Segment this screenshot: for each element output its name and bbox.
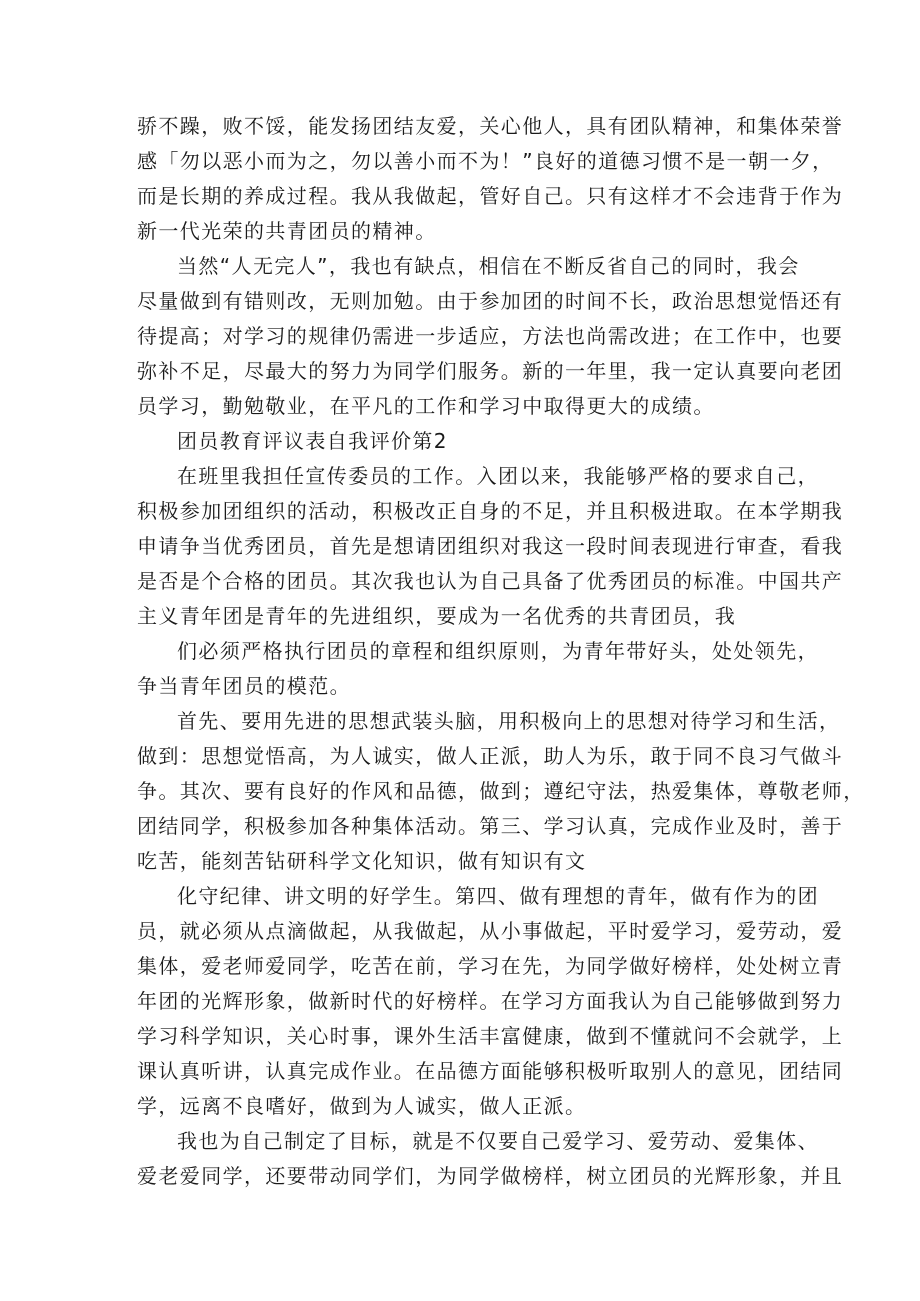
paragraph-first-line: 们必须严格执行团员的章程和组织原则，为青年带好头，处处领先， [177,639,819,663]
text-line: 团结同学，积极参加各种集体活动。第三、学习认真，完成作业及时，善于 [137,814,844,838]
text-line: 尽量做到有错则改，无则加勉。由于参加团的时间不长，政治思想觉悟还有 [137,289,844,313]
text-line: 申请争当优秀团员，首先是想请团组织对我这一段时间表现进行审查，看我 [137,534,844,558]
text-line: 学，远离不良嗜好，做到为人诚实，做人正派。 [137,1094,587,1118]
text-line: 课认真听讲，认真完成作业。在品德方面能够积极听取别人的意见，团结同 [137,1059,844,1083]
text-line: 年团的光辉形象，做新时代的好榜样。在学习方面我认为自己能够做到努力 [137,989,844,1013]
paragraph-first-line: 我也为自己制定了目标，就是不仅要自己爱学习、爱劳动、爱集体、 [177,1129,819,1153]
text-line: 争。其次、要有良好的作风和品德，做到；遵纪守法，热爱集体，尊敬老师， [137,779,865,803]
text-line: 弥补不足，尽最大的努力为同学们服务。新的一年里，我一定认真要向老团 [137,359,844,383]
text-line: 主义青年团是青年的先进组织，要成为一名优秀的共青团员，我 [137,604,737,628]
text-line: 感「勿以恶小而为之，勿以善小而不为！”良好的道德习惯不是一朝一夕， [137,149,834,173]
text-line: 做到：思想觉悟高，为人诚实，做人正派，助人为乐，敢于同不良习气做斗 [137,744,844,768]
text-line: 吃苦，能刻苦钻研科学文化知识，做有知识有文 [137,849,587,873]
text-line: 待提高；对学习的规律仍需进一步适应，方法也尚需改进；在工作中，也要 [137,324,844,348]
text-line: 新一代光荣的共青团员的精神。 [137,219,437,243]
section-heading: 团员教育评议表自我评价第2 [177,429,448,453]
text-line: 争当青年团员的模范。 [137,674,351,698]
paragraph-first-line: 化守纪律、讲文明的好学生。第四、做有理想的青年，做有作为的团 [177,884,819,908]
text-line: 是否是个合格的团员。其次我也认为自己具备了优秀团员的标准。中国共产 [137,569,844,593]
paragraph-first-line: 在班里我担任宣传委员的工作。入团以来，我能够严格的要求自己， [177,464,819,488]
text-line: 而是长期的养成过程。我从我做起，管好自己。只有这样才不会违背于作为 [137,184,844,208]
text-line: 集体，爱老师爱同学，吃苦在前，学习在先，为同学做好榜样，处处树立青 [137,954,844,978]
text-line: 员学习，勤勉敬业，在平凡的工作和学习中取得更大的成绩。 [137,394,715,418]
paragraph-first-line: 当然“人无完人”，我也有缺点，相信在不断反省自己的同时，我会 [177,254,800,278]
text-line: 骄不躁，败不馁，能发扬团结友爱，关心他人，具有团队精神，和集体荣誉 [137,114,844,138]
text-line: 员，就必须从点滴做起，从我做起，从小事做起，平时爱学习，爱劳动，爱 [137,919,844,943]
text-line: 学习科学知识，关心时事，课外生活丰富健康，做到不懂就问不会就学，上 [137,1024,844,1048]
text-line: 积极参加团组织的活动，积极改正自身的不足，并且积极进取。在本学期我 [137,499,844,523]
paragraph-first-line: 首先、要用先进的思想武装头脑，用积极向上的思想对待学习和生活， [177,709,841,733]
text-line: 爱老爱同学，还要带动同学们，为同学做榜样，树立团员的光辉形象，并且 [137,1164,844,1188]
